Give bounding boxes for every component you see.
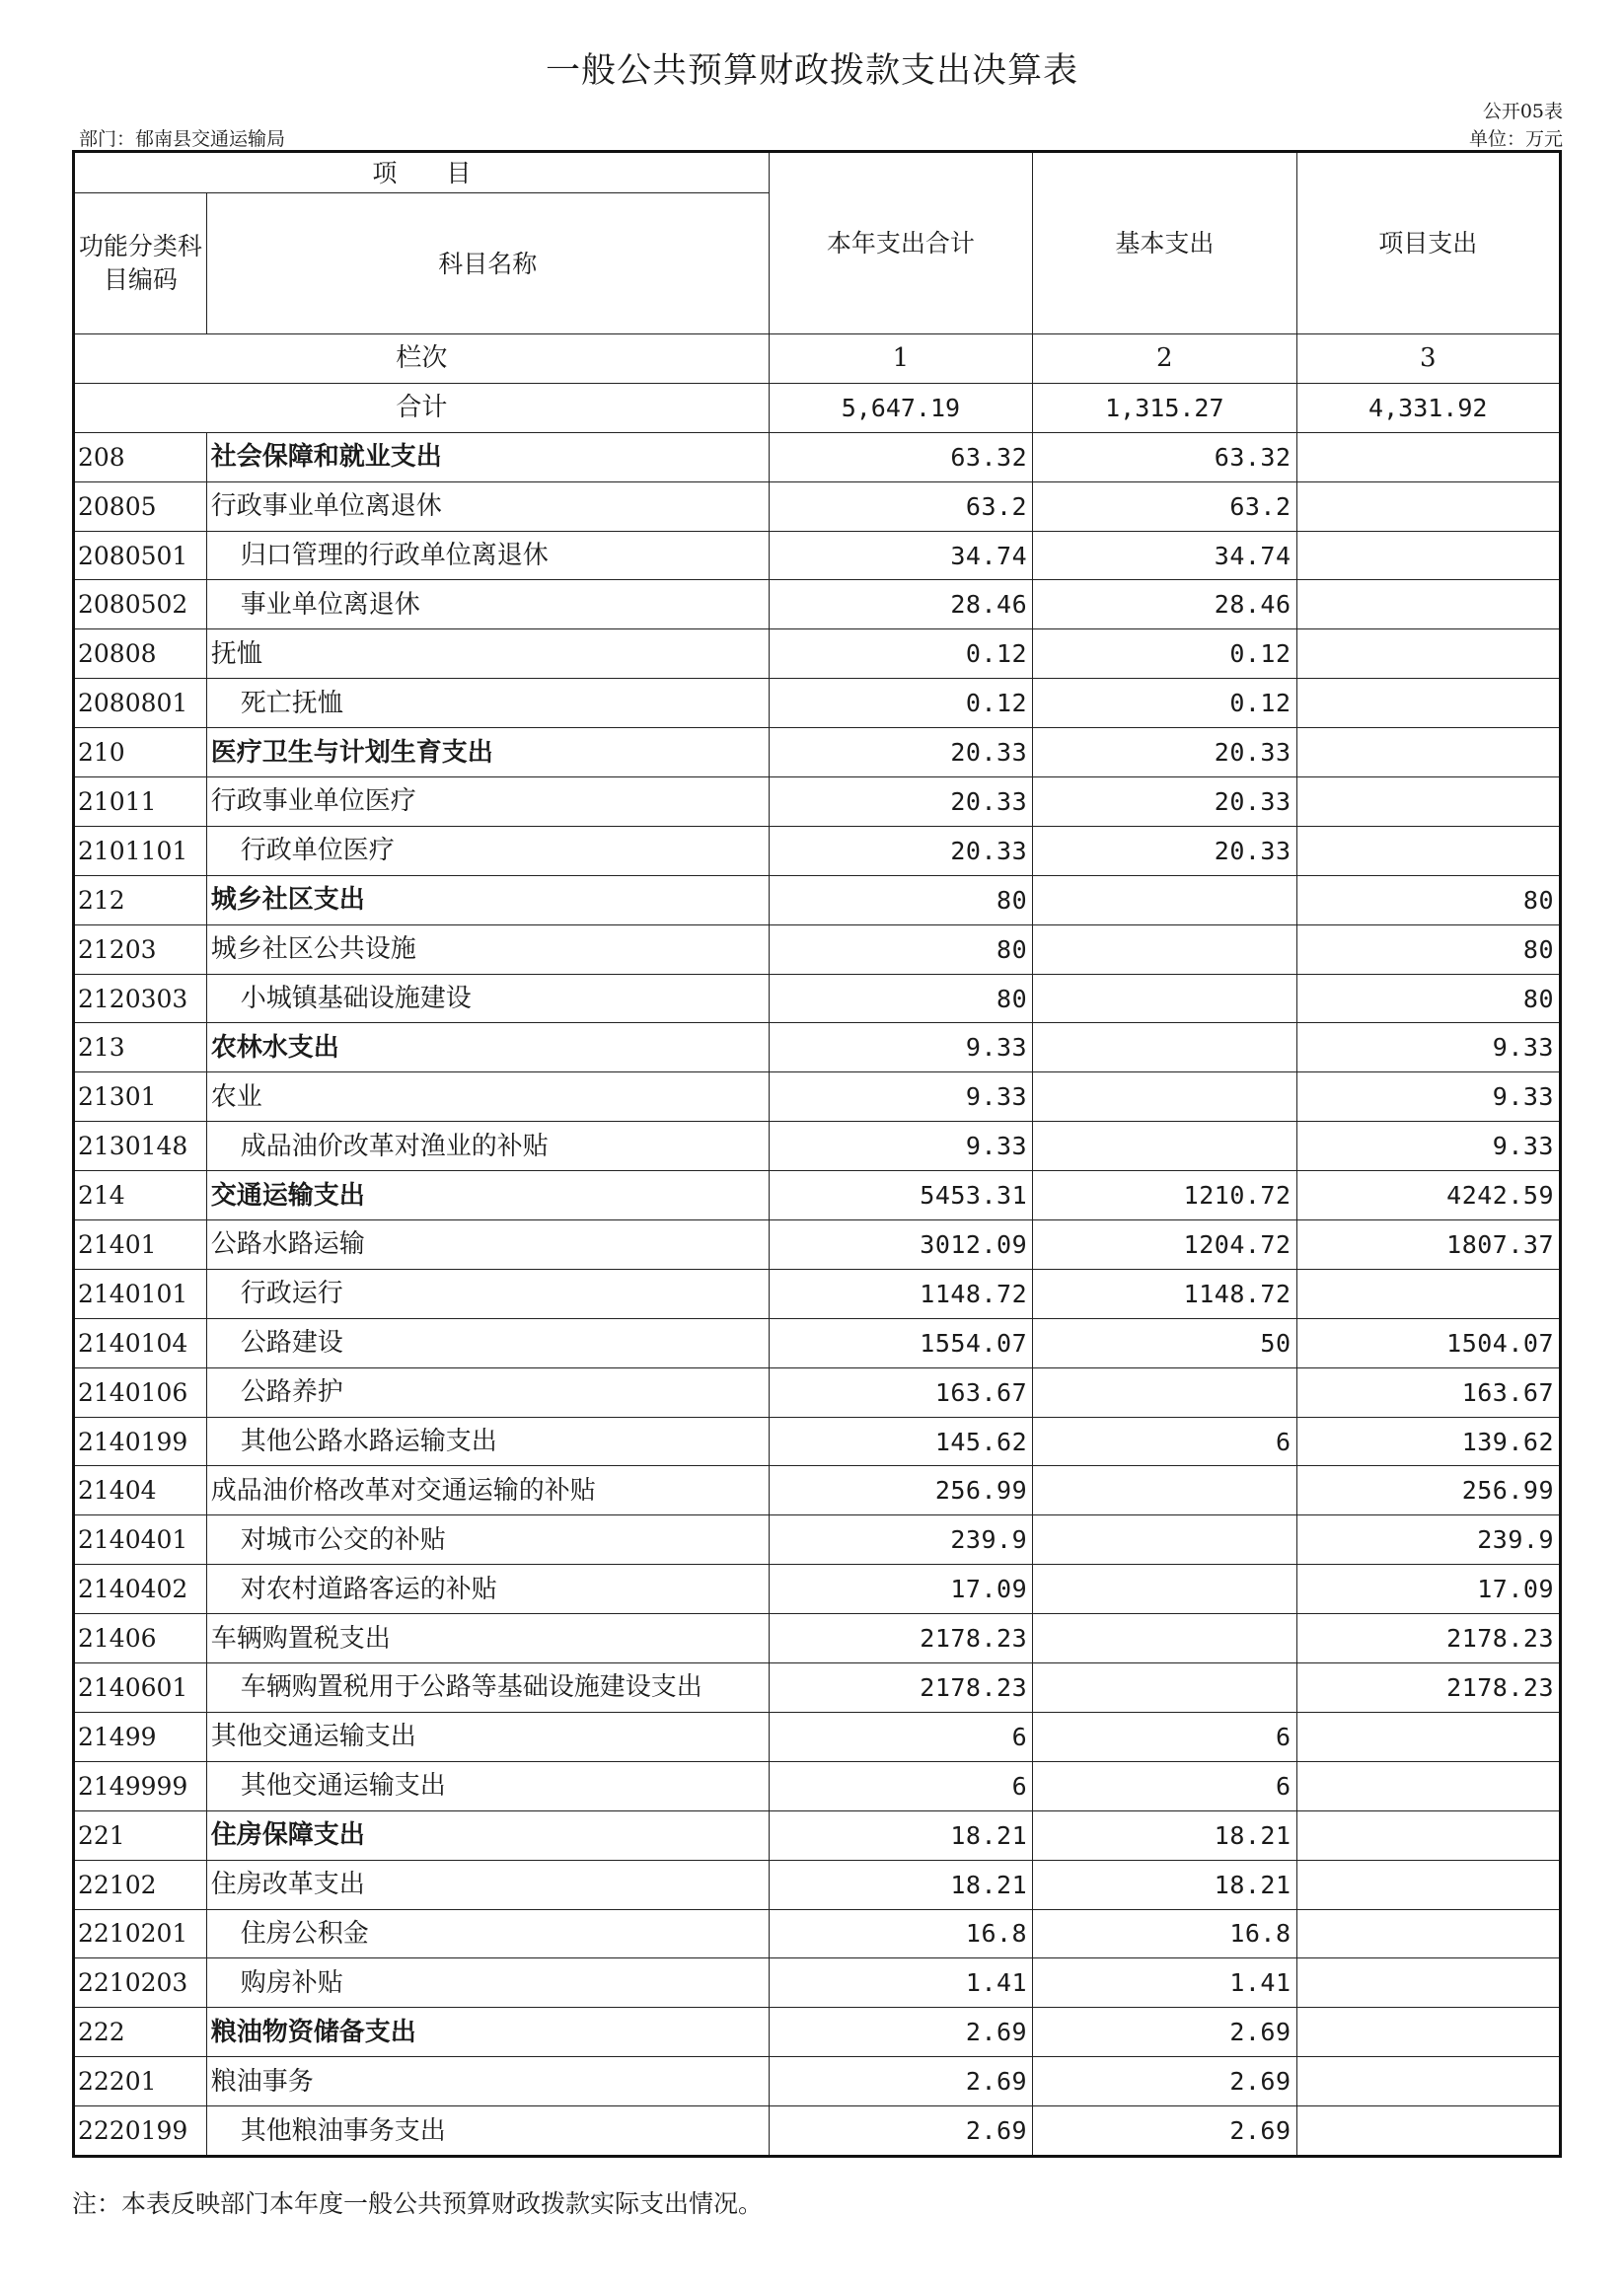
cell-project: 139.62 <box>1296 1417 1560 1466</box>
cell-basic <box>1033 1072 1296 1122</box>
cell-code: 2149999 <box>74 1761 207 1810</box>
cell-code: 21404 <box>74 1466 207 1515</box>
department-label: 部门：郁南县交通运输局 <box>79 128 286 150</box>
cell-basic: 20.33 <box>1033 826 1296 875</box>
cell-code: 2120303 <box>74 974 207 1023</box>
cell-code: 2130148 <box>74 1122 207 1171</box>
cell-total: 20.33 <box>769 826 1032 875</box>
cell-total: 2.69 <box>769 2106 1032 2157</box>
cell-basic: 1148.72 <box>1033 1269 1296 1318</box>
cell-basic: 63.32 <box>1033 432 1296 481</box>
cell-project: 2178.23 <box>1296 1614 1560 1663</box>
cell-total: 6 <box>769 1712 1032 1761</box>
cell-basic: 28.46 <box>1033 580 1296 629</box>
table-row <box>74 1171 1561 1220</box>
cell-basic: 2.69 <box>1033 2057 1296 2106</box>
cell-project <box>1296 2106 1560 2157</box>
cell-code: 2220199 <box>74 2106 207 2157</box>
cell-total: 18.21 <box>769 1860 1032 1909</box>
cell-project: 4242.59 <box>1296 1171 1560 1220</box>
cell-name: 公路养护 <box>206 1367 769 1417</box>
table-row <box>74 974 1561 1023</box>
table-row <box>74 1269 1561 1318</box>
cell-code: 2140601 <box>74 1663 207 1713</box>
cell-project <box>1296 1909 1560 1958</box>
cell-code: 21401 <box>74 1220 207 1270</box>
table-row <box>74 1367 1561 1417</box>
cell-name: 住房公积金 <box>206 1909 769 1958</box>
cell-project <box>1296 777 1560 827</box>
cell-name: 购房补贴 <box>206 1958 769 2008</box>
cell-code: 21011 <box>74 777 207 827</box>
table-row <box>74 826 1561 875</box>
unit-label: 单位：万元 <box>1468 128 1563 150</box>
table-body <box>74 432 1561 2156</box>
cell-project <box>1296 679 1560 728</box>
cell-code: 20805 <box>74 481 207 531</box>
header-name: 科目名称 <box>206 193 769 334</box>
cell-total: 9.33 <box>769 1023 1032 1072</box>
cell-basic: 0.12 <box>1033 629 1296 679</box>
expenditure-table <box>72 150 1562 2158</box>
cell-code: 221 <box>74 1810 207 1860</box>
cell-project <box>1296 1860 1560 1909</box>
cell-name: 医疗卫生与计划生育支出 <box>206 728 769 777</box>
table-row <box>74 531 1561 580</box>
table-row <box>74 1023 1561 1072</box>
table-row <box>74 1761 1561 1810</box>
cell-project <box>1296 1761 1560 1810</box>
table-row <box>74 777 1561 827</box>
cell-code: 208 <box>74 432 207 481</box>
cell-code: 21203 <box>74 924 207 974</box>
cell-total: 28.46 <box>769 580 1032 629</box>
cell-project <box>1296 2008 1560 2057</box>
cell-code: 21301 <box>74 1072 207 1122</box>
cell-total: 2.69 <box>769 2057 1032 2106</box>
cell-project <box>1296 432 1560 481</box>
cell-name: 事业单位离退休 <box>206 580 769 629</box>
cell-basic: 50 <box>1033 1318 1296 1367</box>
cell-total: 3012.09 <box>769 1220 1032 1270</box>
total-amount: 5,647.19 <box>769 383 1032 432</box>
cell-total: 256.99 <box>769 1466 1032 1515</box>
table-row <box>74 1810 1561 1860</box>
cell-total: 6 <box>769 1761 1032 1810</box>
header-basic: 基本支出 <box>1033 152 1296 334</box>
cell-code: 20808 <box>74 629 207 679</box>
cell-code: 2140402 <box>74 1565 207 1614</box>
cell-code: 2140199 <box>74 1417 207 1466</box>
cell-name: 抚恤 <box>206 629 769 679</box>
table-row <box>74 1565 1561 1614</box>
cell-total: 239.9 <box>769 1515 1032 1565</box>
cell-total: 2178.23 <box>769 1614 1032 1663</box>
cell-total: 9.33 <box>769 1122 1032 1171</box>
table-row <box>74 924 1561 974</box>
cell-name: 住房改革支出 <box>206 1860 769 1909</box>
cell-project: 17.09 <box>1296 1565 1560 1614</box>
cell-code: 2080502 <box>74 580 207 629</box>
table-row <box>74 580 1561 629</box>
cell-total: 20.33 <box>769 777 1032 827</box>
cell-name: 其他交通运输支出 <box>206 1761 769 1810</box>
cell-project <box>1296 1958 1560 2008</box>
cell-code: 21406 <box>74 1614 207 1663</box>
cell-total: 80 <box>769 875 1032 924</box>
cell-name: 城乡社区公共设施 <box>206 924 769 974</box>
cell-basic <box>1033 924 1296 974</box>
cell-code: 2210201 <box>74 1909 207 1958</box>
cell-project: 80 <box>1296 924 1560 974</box>
table-row <box>74 2106 1561 2157</box>
cell-code: 2140104 <box>74 1318 207 1367</box>
cell-total: 17.09 <box>769 1565 1032 1614</box>
header-item: 项 目 <box>74 152 770 193</box>
cell-basic: 1.41 <box>1033 1958 1296 2008</box>
cell-code: 2101101 <box>74 826 207 875</box>
cell-total: 145.62 <box>769 1417 1032 1466</box>
cell-basic <box>1033 1367 1296 1417</box>
header-total: 本年支出合计 <box>769 152 1032 334</box>
cell-basic: 20.33 <box>1033 777 1296 827</box>
footnote: 注：本表反映部门本年度一般公共预算财政拨款实际支出情况。 <box>72 2189 764 2218</box>
cell-code: 214 <box>74 1171 207 1220</box>
cell-name: 社会保障和就业支出 <box>206 432 769 481</box>
table-row <box>74 432 1561 481</box>
cell-basic: 1204.72 <box>1033 1220 1296 1270</box>
cell-basic: 2.69 <box>1033 2106 1296 2157</box>
form-number: 公开05表 <box>1482 101 1563 122</box>
cell-total: 63.32 <box>769 432 1032 481</box>
cell-code: 222 <box>74 2008 207 2057</box>
table-row <box>74 1417 1561 1466</box>
cell-project <box>1296 629 1560 679</box>
cell-code: 22201 <box>74 2057 207 2106</box>
cell-code: 2210203 <box>74 1958 207 2008</box>
cell-code: 2140401 <box>74 1515 207 1565</box>
cell-basic: 6 <box>1033 1712 1296 1761</box>
cell-name: 车辆购置税支出 <box>206 1614 769 1663</box>
table-row <box>74 875 1561 924</box>
cell-name: 住房保障支出 <box>206 1810 769 1860</box>
column-index-1: 1 <box>769 334 1032 384</box>
cell-name: 行政单位医疗 <box>206 826 769 875</box>
table-row <box>74 1614 1561 1663</box>
table-row <box>74 2057 1561 2106</box>
header-project: 项目支出 <box>1296 152 1560 334</box>
table-row <box>74 629 1561 679</box>
cell-name: 其他公路水路运输支出 <box>206 1417 769 1466</box>
cell-name: 交通运输支出 <box>206 1171 769 1220</box>
cell-project: 9.33 <box>1296 1072 1560 1122</box>
cell-total: 18.21 <box>769 1810 1032 1860</box>
page-title: 一般公共预算财政拨款支出决算表 <box>545 51 1078 91</box>
cell-basic: 2.69 <box>1033 2008 1296 2057</box>
cell-code: 21499 <box>74 1712 207 1761</box>
cell-name: 行政运行 <box>206 1269 769 1318</box>
cell-total: 80 <box>769 974 1032 1023</box>
cell-code: 22102 <box>74 1860 207 1909</box>
cell-code: 2140101 <box>74 1269 207 1318</box>
cell-name: 其他交通运输支出 <box>206 1712 769 1761</box>
total-label: 合计 <box>74 383 770 432</box>
cell-basic <box>1033 1122 1296 1171</box>
cell-project <box>1296 826 1560 875</box>
cell-name: 其他粮油事务支出 <box>206 2106 769 2157</box>
table-row <box>74 1220 1561 1270</box>
cell-code: 2080501 <box>74 531 207 580</box>
cell-project: 239.9 <box>1296 1515 1560 1565</box>
cell-project: 256.99 <box>1296 1466 1560 1515</box>
cell-code: 212 <box>74 875 207 924</box>
table-row <box>74 1909 1561 1958</box>
column-index-2: 2 <box>1033 334 1296 384</box>
cell-name: 公路水路运输 <box>206 1220 769 1270</box>
cell-name: 归口管理的行政单位离退休 <box>206 531 769 580</box>
cell-name: 车辆购置税用于公路等基础设施建设支出 <box>206 1663 769 1713</box>
cell-name: 对城市公交的补贴 <box>206 1515 769 1565</box>
cell-code: 210 <box>74 728 207 777</box>
total-basic: 1,315.27 <box>1033 383 1296 432</box>
cell-total: 5453.31 <box>769 1171 1032 1220</box>
cell-project: 9.33 <box>1296 1122 1560 1171</box>
cell-project: 1504.07 <box>1296 1318 1560 1367</box>
cell-basic: 18.21 <box>1033 1860 1296 1909</box>
cell-name: 城乡社区支出 <box>206 875 769 924</box>
cell-project <box>1296 1810 1560 1860</box>
cell-total: 1554.07 <box>769 1318 1032 1367</box>
column-index-label: 栏次 <box>74 334 770 384</box>
cell-name: 成品油价格改革对交通运输的补贴 <box>206 1466 769 1515</box>
column-index-3: 3 <box>1296 334 1560 384</box>
cell-basic <box>1033 1614 1296 1663</box>
cell-total: 1.41 <box>769 1958 1032 2008</box>
cell-total: 2178.23 <box>769 1663 1032 1713</box>
table-row <box>74 1958 1561 2008</box>
cell-name: 行政事业单位离退休 <box>206 481 769 531</box>
cell-total: 163.67 <box>769 1367 1032 1417</box>
cell-basic: 0.12 <box>1033 679 1296 728</box>
table-row <box>74 679 1561 728</box>
cell-project: 9.33 <box>1296 1023 1560 1072</box>
cell-basic: 20.33 <box>1033 728 1296 777</box>
cell-name: 农业 <box>206 1072 769 1122</box>
cell-total: 34.74 <box>769 531 1032 580</box>
cell-name: 行政事业单位医疗 <box>206 777 769 827</box>
table-row <box>74 1318 1561 1367</box>
cell-project <box>1296 1712 1560 1761</box>
cell-basic <box>1033 875 1296 924</box>
cell-project <box>1296 580 1560 629</box>
cell-basic <box>1033 1515 1296 1565</box>
cell-basic: 6 <box>1033 1417 1296 1466</box>
cell-project: 80 <box>1296 974 1560 1023</box>
cell-basic: 1210.72 <box>1033 1171 1296 1220</box>
cell-name: 死亡抚恤 <box>206 679 769 728</box>
cell-name: 成品油价改革对渔业的补贴 <box>206 1122 769 1171</box>
cell-basic: 6 <box>1033 1761 1296 1810</box>
cell-project <box>1296 728 1560 777</box>
table-row <box>74 481 1561 531</box>
cell-total: 80 <box>769 924 1032 974</box>
cell-total: 20.33 <box>769 728 1032 777</box>
cell-basic <box>1033 1466 1296 1515</box>
cell-project <box>1296 531 1560 580</box>
total-project: 4,331.92 <box>1296 383 1560 432</box>
table-row <box>74 1122 1561 1171</box>
cell-name: 公路建设 <box>206 1318 769 1367</box>
table-row <box>74 1663 1561 1713</box>
cell-basic <box>1033 1565 1296 1614</box>
cell-name: 粮油物资储备支出 <box>206 2008 769 2057</box>
cell-project: 163.67 <box>1296 1367 1560 1417</box>
cell-project: 2178.23 <box>1296 1663 1560 1713</box>
table-row <box>74 1072 1561 1122</box>
header-code: 功能分类科目编码 <box>74 193 207 334</box>
cell-basic <box>1033 1023 1296 1072</box>
table-row <box>74 1712 1561 1761</box>
cell-project <box>1296 1269 1560 1318</box>
cell-code: 2080801 <box>74 679 207 728</box>
table-row <box>74 1515 1561 1565</box>
cell-total: 63.2 <box>769 481 1032 531</box>
cell-total: 9.33 <box>769 1072 1032 1122</box>
table-row <box>74 2008 1561 2057</box>
cell-name: 农林水支出 <box>206 1023 769 1072</box>
cell-basic <box>1033 974 1296 1023</box>
cell-basic: 34.74 <box>1033 531 1296 580</box>
cell-basic: 63.2 <box>1033 481 1296 531</box>
cell-total: 1148.72 <box>769 1269 1032 1318</box>
cell-name: 对农村道路客运的补贴 <box>206 1565 769 1614</box>
cell-basic: 16.8 <box>1033 1909 1296 1958</box>
cell-basic <box>1033 1663 1296 1713</box>
cell-project <box>1296 481 1560 531</box>
cell-total: 2.69 <box>769 2008 1032 2057</box>
cell-name: 粮油事务 <box>206 2057 769 2106</box>
cell-project: 1807.37 <box>1296 1220 1560 1270</box>
cell-total: 16.8 <box>769 1909 1032 1958</box>
cell-name: 小城镇基础设施建设 <box>206 974 769 1023</box>
table-row <box>74 1466 1561 1515</box>
cell-project <box>1296 2057 1560 2106</box>
table-row <box>74 1860 1561 1909</box>
cell-total: 0.12 <box>769 629 1032 679</box>
cell-total: 0.12 <box>769 679 1032 728</box>
cell-project: 80 <box>1296 875 1560 924</box>
cell-code: 2140106 <box>74 1367 207 1417</box>
cell-basic: 18.21 <box>1033 1810 1296 1860</box>
cell-code: 213 <box>74 1023 207 1072</box>
table-row <box>74 728 1561 777</box>
